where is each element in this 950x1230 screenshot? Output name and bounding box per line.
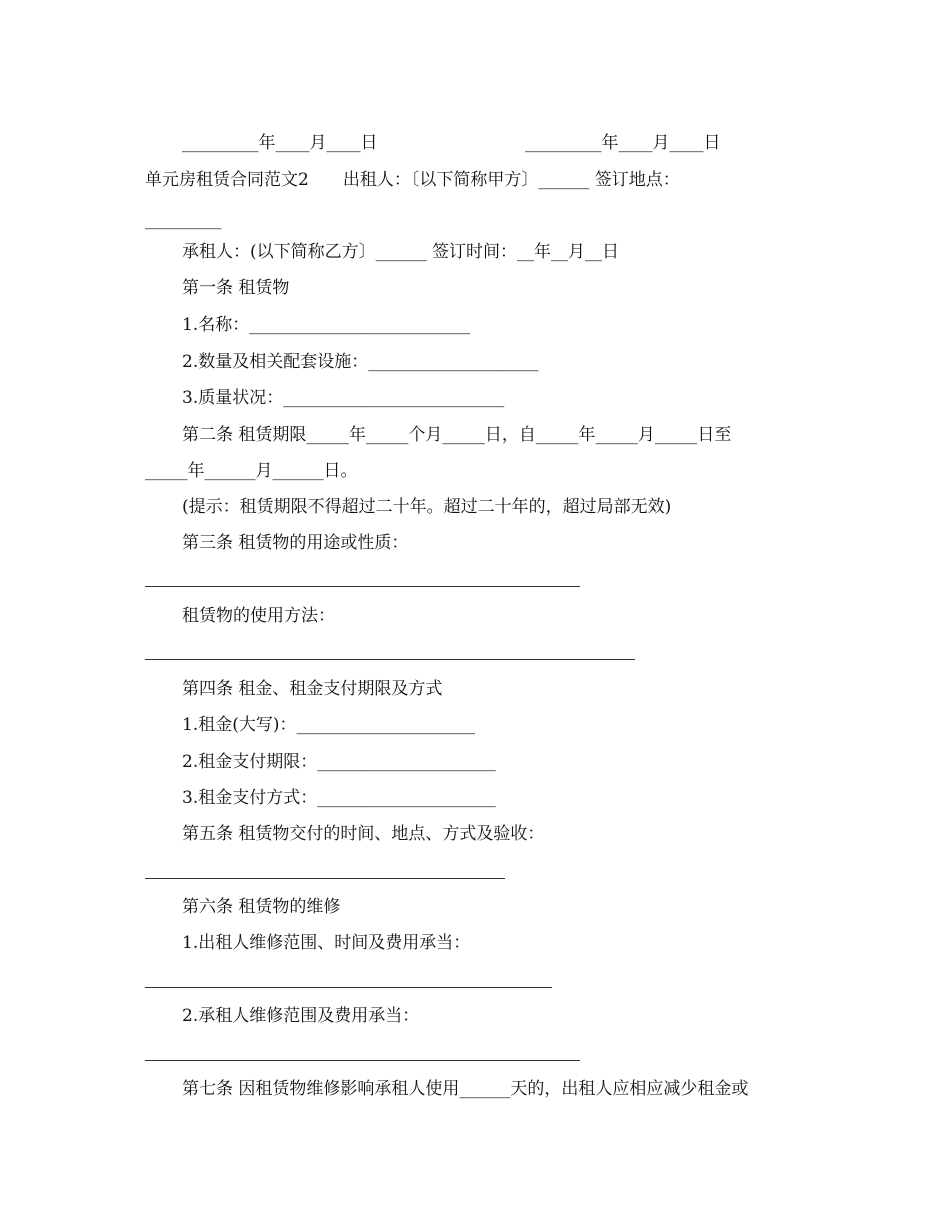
usage-method-blank-line [145, 659, 635, 660]
article4-item-method: 3.租金支付方式：_____________________ [182, 788, 496, 808]
date-line-right: _________年____月____日 [525, 133, 721, 153]
article2-line1: 第二条 租赁期限_____年_____个月_____日，自_____年_____月_____日至 [182, 425, 732, 445]
article6-lessor-blank-line [145, 987, 552, 988]
article4-title: 第四条 租金、租金支付期限及方式 [182, 679, 443, 699]
article3-blank-line [145, 586, 580, 587]
article1-item-name: 1.名称：__________________________ [182, 315, 471, 335]
article6-item-lessor: 1.出租人维修范围、时间及费用承当： [182, 933, 471, 953]
article4-item-rent: 1.租金(大写)：_____________________ [182, 715, 475, 735]
date-line-left: _________年____月____日 [182, 133, 378, 153]
article5-blank-line [145, 878, 505, 879]
article6-item-lessee: 2.承租人维修范围及费用承当： [182, 1006, 420, 1026]
usage-method-label: 租赁物的使用方法： [182, 606, 335, 626]
article7-line: 第七条 因租赁物维修影响承租人使用______天的，出租人应相应减少租金或 [182, 1079, 749, 1099]
article6-lessee-blank-line [145, 1060, 580, 1061]
article4-item-term: 2.租金支付期限：_____________________ [182, 752, 496, 772]
article1-title: 第一条 租赁物 [182, 278, 290, 298]
article1-item-quantity: 2.数量及相关配套设施：____________________ [182, 352, 539, 372]
sign-place-blank: _________ [145, 210, 222, 230]
article2-line2: _____年______月______日。 [145, 461, 358, 481]
article6-title: 第六条 租赁物的维修 [182, 897, 341, 917]
lessee-line: 承租人：(以下简称乙方〕______ 签订时间：__年__月__日 [182, 242, 620, 262]
article2-tip: (提示：租赁期限不得超过二十年。超过二十年的，超过局部无效) [182, 497, 672, 517]
article5-title: 第五条 租赁物交付的时间、地点、方式及验收： [182, 824, 545, 844]
article1-item-quality: 3.质量状况：__________________________ [182, 388, 505, 408]
article3-title: 第三条 租赁物的用途或性质： [182, 533, 409, 553]
contract-title-line: 单元房租赁合同范文2 出租人：〔以下简称甲方〕______ 签订地点： [145, 170, 680, 190]
